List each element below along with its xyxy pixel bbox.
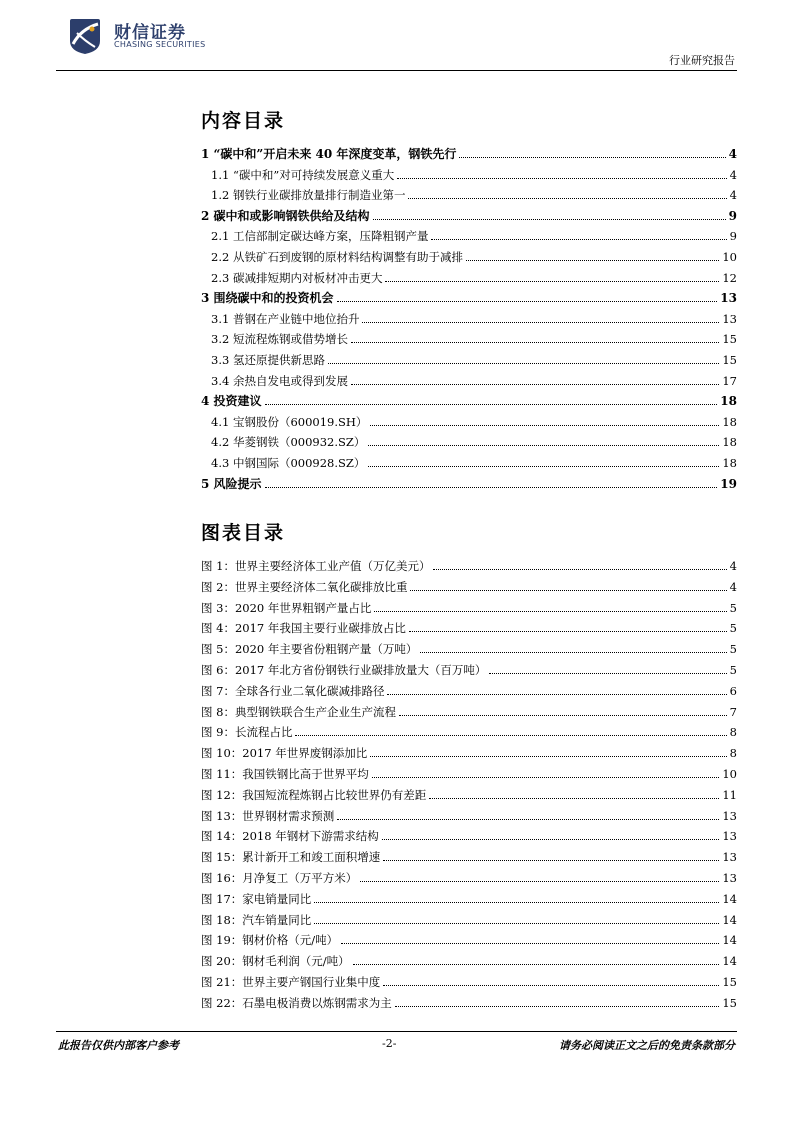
dot-leader [409,631,727,632]
figure-entry-label: 图 7：全球各行业二氧化碳减排路径 [201,683,385,698]
figure-entry[interactable] [201,886,737,906]
chasing-securities-logo-icon [67,17,103,55]
figure-entry-page: 15 [722,995,737,1010]
toc-entry-page: 15 [722,353,737,367]
toc-entry-page: 4 [728,147,737,161]
figure-entry-page: 15 [722,975,737,989]
figure-entry-label: 图 8：典型钢铁联合生产企业生产流程 [201,704,396,719]
dot-leader [399,715,727,716]
figure-entry-page: 6 [729,683,737,698]
dot-leader [295,735,726,736]
toc-entry-label: 3.4 余热自发电或得到发展 [211,373,348,388]
toc-entry-label: 4.1 宝钢股份（600019.SH） [211,414,368,429]
dot-leader [351,384,719,385]
dot-leader [410,590,726,591]
dot-leader [373,219,726,220]
figure-entry[interactable] [201,865,737,885]
figure-entry[interactable] [201,761,737,781]
dot-leader [337,301,718,302]
dot-leader [395,1006,720,1007]
toc-entry-label: 4.3 中钢国际（000928.SZ） [211,456,366,470]
footer-disclaimer: 此报告仅供内部客户参考 [58,1039,179,1052]
figure-entry-label: 图 22：石墨电极消费以炼钢需求为主 [201,995,392,1010]
figure-entry[interactable] [201,782,737,802]
figure-entry-label: 图 6：2017 年北方省份钢铁行业碳排放量大（百万吨） [201,663,487,677]
toc-entry-label: 1.1 “碳中和”对可持续发展意义重大 [211,167,395,182]
toc-entry[interactable] [201,429,737,449]
toc-entry[interactable] [201,368,737,388]
toc-entry[interactable] [201,203,737,223]
dot-leader [351,342,719,343]
figure-entry[interactable] [201,948,737,968]
figure-entry[interactable] [201,574,737,594]
company-name: 财信证券 [114,23,186,43]
toc-entry-label: 2.3 碳减排短期内对板材冲击更大 [211,270,383,285]
toc-entry[interactable] [201,388,737,408]
toc-entry[interactable] [201,347,737,367]
figure-entry-label: 图 17：家电销量同比 [201,891,312,906]
dot-leader [383,985,719,986]
dot-leader [385,281,719,282]
figure-entry[interactable] [201,990,737,1010]
figure-entry-label: 图 21：世界主要产钢国行业集中度 [201,975,381,989]
figure-entry-label: 图 12：我国短流程炼钢占比较世界仍有差距 [201,787,427,802]
dot-leader [314,923,719,924]
figure-entry-page: 7 [729,704,737,719]
toc-entry-page: 4 [729,167,737,182]
figure-entry[interactable] [201,657,737,677]
figure-entry[interactable] [201,699,737,719]
figure-entry-page: 5 [729,600,737,615]
figure-entry-label: 图 16：月净复工（万平方米） [201,871,358,885]
toc-entry[interactable] [201,244,737,264]
toc-entry-label: 2.1 工信部制定碳达峰方案，压降粗钢产量 [211,229,429,244]
footer-notice: 请务必阅读正文之后的免责条款部分 [559,1039,735,1052]
figure-entry-page: 13 [722,871,737,885]
toc-entry[interactable] [201,141,737,161]
dot-leader [429,798,719,799]
figure-entry-label: 图 19：钢材价格（元/吨） [201,933,339,948]
dot-leader [368,466,719,467]
toc-entry-page: 18 [722,414,737,429]
dot-leader [433,569,726,570]
figure-entry-page: 5 [729,621,737,636]
toc-entry[interactable] [201,285,737,305]
figure-entry-page: 13 [722,808,737,823]
figure-entry[interactable] [201,719,737,739]
dot-leader [387,694,726,695]
figure-entry-page: 13 [722,850,737,865]
figure-entry-page: 4 [729,559,737,573]
toc-entry-label: 2.2 从铁矿石到废钢的原材料结构调整有助于减排 [211,250,463,264]
figure-entry[interactable] [201,803,737,823]
toc-entry-page: 13 [720,291,737,306]
dot-leader [360,881,719,882]
figure-entry[interactable] [201,595,737,615]
toc-entry-page: 18 [722,456,737,470]
dot-leader [341,943,719,944]
toc-entry-page: 10 [722,250,737,264]
dot-leader [459,157,725,158]
toc-entry-label: 3.3 氢还原提供新思路 [211,353,325,367]
figure-entry[interactable] [201,969,737,989]
figure-entry-page: 14 [722,891,737,906]
figure-entry-label: 图 1：世界主要经济体工业产值（万亿美元） [201,559,431,573]
toc-entry[interactable] [201,223,737,243]
figure-entry[interactable] [201,823,737,843]
dot-leader [265,487,718,488]
toc-entry-page: 17 [722,373,737,388]
toc-entry-label: 3.2 短流程炼钢或借势增长 [211,332,348,347]
dot-leader [265,404,718,405]
company-name-en: CHASING SECURITIES [114,40,206,49]
figure-entry-label: 图 11：我国铁钢比高于世界平均 [201,767,369,781]
figure-entry[interactable] [201,907,737,927]
figure-entry-label: 图 3：2020 年世界粗钢产量占比 [201,600,372,615]
page-number: -2- [382,1037,397,1050]
toc-entry-label: 5 风险提示 [201,476,262,491]
dot-leader [370,756,726,757]
figure-entry[interactable] [201,636,737,656]
figure-entry-label: 图 2：世界主要经济体二氧化碳排放比重 [201,579,408,594]
figure-entry-page: 11 [722,787,737,802]
figure-entry-label: 图 15：累计新开工和竣工面积增速 [201,850,381,865]
dot-leader [337,819,719,820]
figure-entry[interactable] [201,553,737,573]
dot-leader [382,839,720,840]
figure-entry-page: 14 [722,912,737,927]
dot-leader [353,964,720,965]
figure-entry[interactable] [201,740,737,760]
page-header [0,0,793,72]
figure-entry-label: 图 5：2020 年主要省份粗钢产量（万吨） [201,642,418,657]
toc-entry[interactable] [201,450,737,470]
dot-leader [370,425,719,426]
figure-entry[interactable] [201,615,737,635]
dot-leader [362,322,719,323]
toc-entry-page: 18 [722,435,737,450]
toc-entry-page: 13 [722,311,737,326]
toc-entry-page: 4 [729,188,737,203]
figure-entry[interactable] [201,678,737,698]
toc-entry[interactable] [201,306,737,326]
toc-entry[interactable] [201,471,737,491]
dot-leader [466,260,719,261]
toc-entry[interactable] [201,326,737,346]
toc-entry-label: 4.2 华菱钢铁（000932.SZ） [211,435,366,450]
figure-entry-label: 图 13：世界钢材需求预测 [201,808,335,823]
toc-title: 内容目录 [201,110,286,132]
dot-leader [368,445,719,446]
figure-entry-page: 14 [722,954,737,969]
figures-title: 图表目录 [201,522,286,544]
toc-entry-label: 2 碳中和或影响钢铁供给及结构 [201,208,370,223]
dot-leader [431,239,726,240]
toc-entry-page: 12 [722,270,737,285]
toc-entry-label: 3 围绕碳中和的投资机会 [201,291,334,306]
figure-entry[interactable] [201,927,737,947]
dot-leader [383,860,719,861]
toc-entry-label: 4 投资建议 [201,394,262,409]
dot-leader [489,673,726,674]
toc-entry-label: 1 “碳中和”开启未来 40 年深度变革，钢铁先行 [201,147,457,161]
figure-entry-label: 图 9：长流程占比 [201,725,293,740]
figure-entry-label: 图 10：2017 年世界废钢添加比 [201,746,368,761]
dot-leader [328,363,719,364]
dot-leader [374,611,726,612]
toc-entry[interactable] [201,162,737,182]
toc-entry[interactable] [201,182,737,202]
figure-entry-label: 图 20：钢材毛利润（元/吨） [201,954,350,969]
figure-entry-page: 4 [729,579,737,594]
figure-entry-page: 8 [729,746,737,761]
header-divider [56,70,737,71]
toc-entry-page: 9 [728,208,737,223]
figure-entry-label: 图 4：2017 年我国主要行业碳排放占比 [201,621,406,636]
toc-entry-label: 1.2 钢铁行业碳排放量排行制造业第一 [211,188,406,203]
figure-entry-page: 8 [729,725,737,740]
figure-entry-page: 14 [722,933,737,948]
figure-entry-page: 13 [722,829,737,844]
dot-leader [397,178,726,179]
dot-leader [314,902,719,903]
dot-leader [372,777,720,778]
toc-entry[interactable] [201,265,737,285]
figure-entry[interactable] [201,844,737,864]
figure-entry-label: 图 18：汽车销量同比 [201,912,312,927]
toc-entry-page: 19 [720,476,737,491]
toc-entry[interactable] [201,409,737,429]
figure-entry-page: 5 [729,663,737,677]
toc-entry-page: 15 [722,332,737,347]
footer-divider [56,1031,737,1032]
dot-leader [408,198,726,199]
dot-leader [420,652,726,653]
figure-entry-page: 5 [729,642,737,657]
toc-entry-label: 3.1 普钢在产业链中地位抬升 [211,311,360,326]
toc-entry-page: 18 [720,394,737,409]
toc-entry-page: 9 [729,229,737,244]
figure-entry-label: 图 14：2018 年钢材下游需求结构 [201,829,379,844]
figure-entry-page: 10 [722,767,737,781]
report-type: 行业研究报告 [669,54,735,67]
